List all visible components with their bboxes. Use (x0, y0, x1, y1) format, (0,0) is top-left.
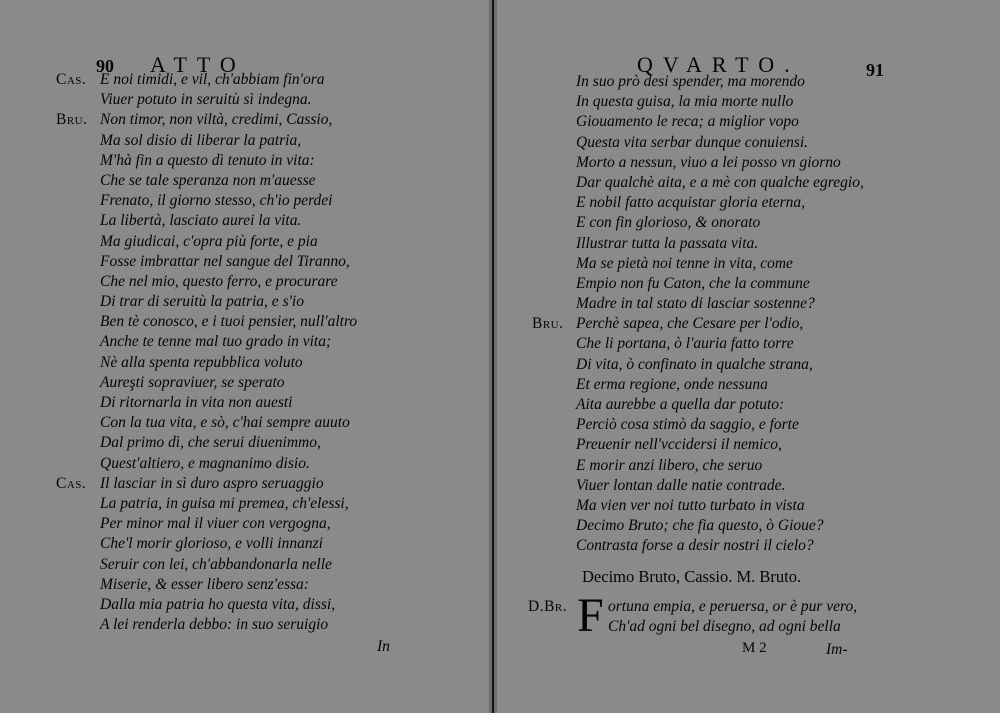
verse-text: Contrasta forse a desir nostri il cielo? (576, 537, 814, 555)
verse-text: Fosse imbrattar nel sangue del Tiranno, (100, 252, 350, 270)
verse-text: Ma vien ver noi tutto turbato in vista (576, 496, 805, 514)
verse-text: ortuna empia, e peruersa, or è pur vero, (608, 598, 858, 615)
verse-text: Giouamento le reca; a miglior vopo (576, 113, 799, 131)
left-running-head: ATTO (150, 52, 246, 77)
verse-text: Madre in tal stato di lasciar sostenne? (576, 295, 815, 313)
speaker-label: Bru. (56, 111, 88, 129)
verse-text: Dal primo dì, che serui diuenimmo, (100, 434, 321, 452)
verse-text: Che se tale speranza non m'auesse (100, 171, 316, 189)
scene-heading: Decimo Bruto, Cassio. M. Bruto. (582, 567, 802, 586)
verse-text: A lei renderla debbo: in suo seruigio (100, 616, 329, 634)
right-running-head: QVARTO. (637, 52, 800, 77)
verse-text: Dalla mia patria ho questa vita, dissi, (100, 595, 336, 613)
verse-text: Perchè sapea, che Cesare per l'odio, (576, 315, 804, 333)
verse-text: Con la tua vita, e sò, c'hai sempre auuto (100, 414, 350, 432)
verse-text: Di trar di seruitù la patria, e s'io (100, 293, 304, 311)
verse-text: Ma se pietà noi tenne in vita, come (576, 254, 793, 272)
verse-text: Perciò cosa stimò da saggio, e forte (576, 416, 799, 434)
left-page (0, 0, 489, 713)
verse-text: Preuenir nell'vccidersi il nemico, (576, 436, 782, 454)
verse-text: Di vita, ò confinato in qualche strana, (576, 355, 813, 373)
verse-text: Miserie, & esser libero senz'essa: (100, 575, 309, 593)
speaker-label: Cas. (56, 71, 87, 88)
verse-text: Per minor mal il viuer con vergogna, (100, 515, 331, 533)
verse-text: Aureşti sopraviuer, se sperato (100, 373, 285, 391)
right-page-number: 91 (866, 60, 884, 80)
verse-text: Che'l morir glorioso, e volli innanzi (100, 535, 323, 553)
verse-text: Non timor, non viltà, credimi, Cassio, (100, 111, 333, 129)
speaker-label: D.Br. (528, 598, 568, 615)
speaker-label: Cas. (56, 474, 87, 492)
verse-text: Aita aurebbe a quella dar potuto: (576, 396, 785, 413)
speaker-label: Bru. (532, 315, 564, 333)
verse-text: Illustrar tutta la passata vita. (576, 234, 759, 252)
verse-text: Empio non fu Caton, che la commune (576, 274, 810, 292)
verse-text: Ch'ad ogni bel disegno, ad ogni bella (608, 618, 841, 636)
signature-mark: M 2 (742, 640, 767, 656)
verse-text: Quest'altiero, e magnanimo disio. (100, 454, 310, 472)
verse-text: La libertà, lasciato aurei la vita. (100, 212, 302, 230)
verse-text: Questa vita serbar dunque conuiensi. (576, 133, 809, 151)
verse-text: E noi timidi, e vil, ch'abbiam fin'ora (100, 71, 325, 88)
verse-text: Et erma regione, onde nessuna (576, 375, 768, 393)
verse-text: Frenato, il giorno stesso, ch'io perdei (100, 192, 333, 210)
verse-text: Il lasciar in sì duro aspro seruaggio (100, 474, 324, 492)
left-page-number: 90 (96, 56, 114, 76)
verse-text: Nè alla spenta repubblica voluto (100, 353, 303, 371)
verse-text: Ben tè conosco, e i tuoi pensier, null'altro (100, 313, 358, 331)
verse-text: Seruir con lei, ch'abbandonarla nelle (100, 555, 332, 573)
verse-text: In suo prò desi spender, ma morendo (576, 73, 805, 90)
verse-text: Decimo Bruto; che fia questo, ò Gioue? (576, 517, 824, 535)
verse-text: Ma sol disio di liberar la patria, (100, 131, 302, 149)
verse-text: Morto a nessun, viuo a lei posso vn giorno (576, 153, 841, 171)
drop-cap: F (577, 589, 604, 642)
verse-text: Anche te tenne mal tuo grado in vita; (100, 333, 332, 351)
verse-text: Dar qualchè aita, e a mè con qualche egregio, (576, 173, 864, 191)
verse-text: In questa guisa, la mia morte nullo (576, 93, 794, 111)
verse-text: Che nel mio, questo ferro, e procurare (100, 272, 338, 290)
verse-text: M'hà fin a questo dì tenuto in vita: (100, 151, 315, 169)
book-gutter (489, 0, 497, 713)
verse-text: E con fin glorioso, & onorato (576, 214, 761, 232)
verse-text: La patria, in guisa mi premea, ch'elessi, (100, 494, 349, 512)
right-catchword: Im- (826, 641, 848, 658)
verse-text: Viuer potuto in seruitù sì indegna. (100, 91, 312, 109)
verse-text: E morir anzi libero, che seruo (576, 456, 763, 474)
verse-text: Di ritornarla in vita non auesti (100, 394, 293, 411)
verse-text: Viuer lontan dalle natie contrade. (576, 476, 786, 494)
left-catchword: In (377, 638, 390, 655)
verse-text: Ma giudicai, c'opra più forte, e pia (100, 232, 318, 250)
verse-text: Che li portana, ò l'auria fatto torre (576, 335, 794, 353)
verse-text: E nobil fatto acquistar gloria eterna, (576, 194, 806, 212)
